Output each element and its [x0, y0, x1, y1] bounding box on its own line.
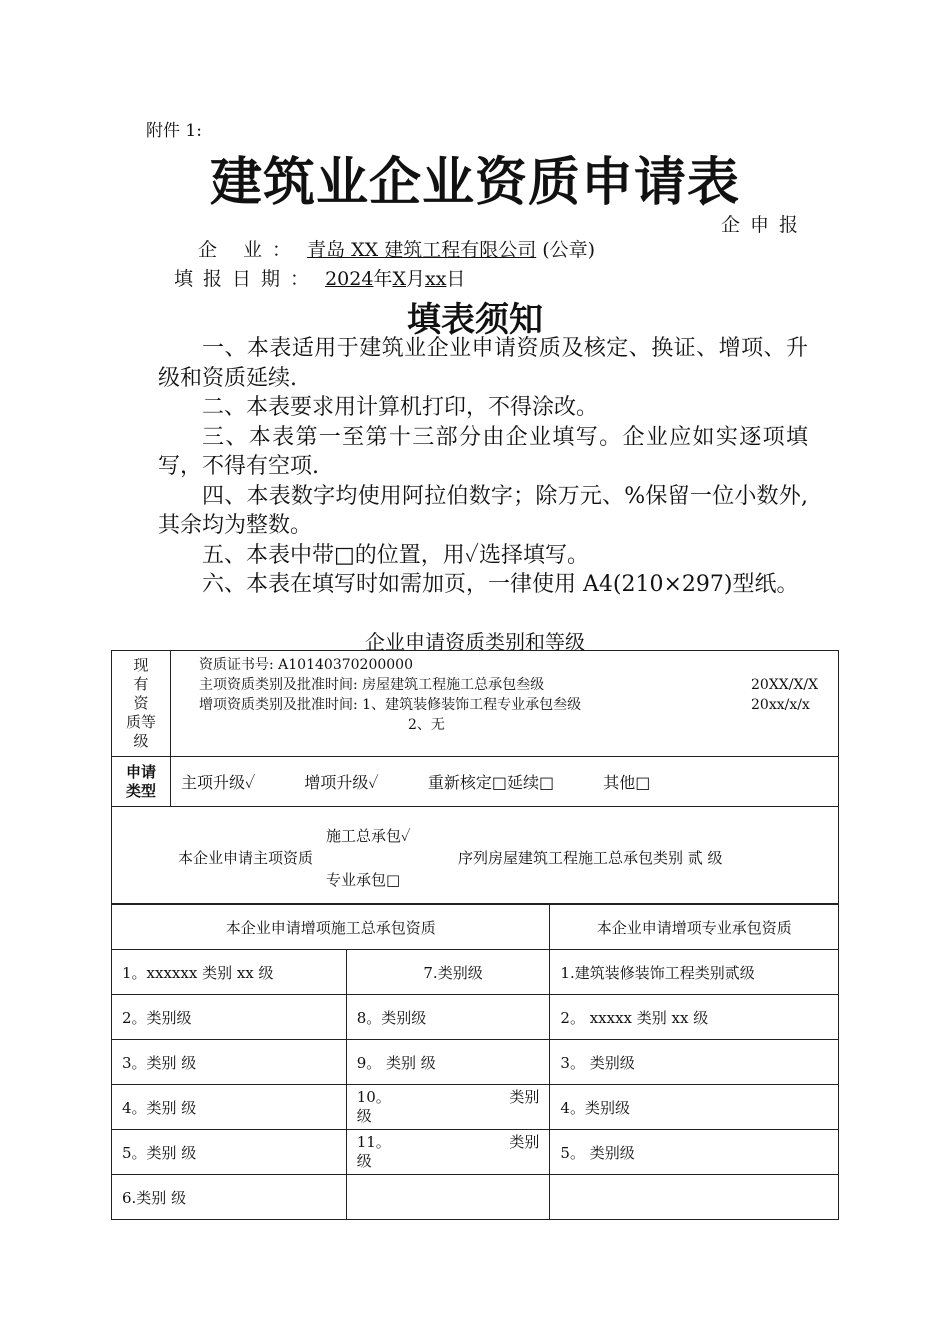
general-contract-option[interactable]: 施工总承包✓ — [326, 827, 411, 845]
notice-item: 三、本表第一至第十三部分由企业填写。企业应如实逐项填写，不得有空项. — [158, 424, 808, 479]
table-row — [112, 950, 839, 995]
zy-cell[interactable] — [550, 1175, 839, 1220]
attachment-label: 附件 1: — [146, 121, 202, 141]
day-unit: 日 — [446, 268, 466, 290]
table-row — [112, 1130, 839, 1175]
table-row — [112, 1175, 839, 1220]
main-qualification: 主项资质类别及批准时间: 房屋建筑工程施工总承包叁级 20XX/X/X — [199, 677, 819, 693]
header-general-contract: 本企业申请增项施工总承包资质 — [112, 905, 550, 950]
fill-date-day: xx — [424, 268, 447, 290]
zy-cell[interactable]: 1.建筑装修装饰工程类别贰级 — [550, 950, 839, 995]
notice-item: 二、本表要求用计算机打印，不得涂改。 — [202, 395, 599, 420]
declare-label: 企申报 — [720, 214, 808, 236]
main-apply-cell — [112, 807, 839, 904]
main-apply-suffix: 序列房屋建筑工程施工总承包类别 贰 级 — [458, 849, 723, 867]
zy-cell[interactable]: 4。类别级 — [550, 1085, 839, 1130]
option-add-upgrade[interactable]: 增项升级✓ — [304, 773, 379, 792]
notice-item: 六、本表在填写时如需加页，一律使用 A4(210×297)型纸。 — [202, 572, 799, 597]
zy-cell[interactable]: 2。 xxxxx 类别 xx 级 — [550, 995, 839, 1040]
gc-cell[interactable]: 8。类别级 — [346, 995, 550, 1040]
apply-type-label: 申请 类型 — [112, 757, 171, 807]
zy-cell[interactable]: 3。 类别级 — [550, 1040, 839, 1085]
gc-cell[interactable]: 3。类别 级 — [112, 1040, 347, 1085]
notice-item: 五、本表中带□的位置，用✓选择填写。 — [202, 542, 589, 568]
add-approval-date: 20xx/x/x — [751, 697, 810, 713]
fill-date-row — [174, 264, 465, 291]
gc-cell[interactable]: 9。 类别 级 — [346, 1040, 550, 1085]
gc-cell[interactable]: 5。类别 级 — [112, 1130, 347, 1175]
notice-item: 四、本表数字均使用阿拉伯数字；除万元、%保留一位小数外,其余均为整数。 — [158, 483, 808, 538]
page-title: 建筑业企业资质申请表 — [209, 153, 740, 213]
main-apply-prefix: 本企业申请主项资质 — [178, 849, 314, 867]
gc-cell[interactable]: 10。 级 类别 — [346, 1085, 550, 1130]
gc-cell[interactable]: 11。 级 类别 — [346, 1130, 550, 1175]
company-label: 企 业： — [198, 239, 302, 261]
fill-date-month: X — [392, 268, 406, 290]
specialty-contract-option[interactable]: 专业承包□ — [326, 871, 401, 889]
table-row — [112, 995, 839, 1040]
notice-list — [158, 334, 808, 600]
gc-cell[interactable]: 1。xxxxxx 类别 xx 级 — [112, 950, 347, 995]
gc-cell[interactable]: 7.类别级 — [346, 950, 550, 995]
gc-cell[interactable] — [346, 1175, 550, 1220]
gc-cell[interactable]: 6.类别 级 — [112, 1175, 347, 1220]
company-row — [198, 235, 595, 262]
cert-number: 资质证书号: A10140370200000 — [199, 657, 413, 673]
add-qualification-table — [111, 904, 839, 1220]
gc-cell[interactable]: 2。类别级 — [112, 995, 347, 1040]
company-seal: (公章) — [536, 239, 596, 261]
add-qualification: 增项资质类别及批准时间: 1、建筑装修装饰工程专业承包叁级 20xx/x/x — [199, 697, 810, 713]
year-unit: 年 — [373, 268, 393, 290]
header-specialty-contract: 本企业申请增项专业承包资质 — [550, 905, 839, 950]
fill-date-year: 2024 — [325, 268, 374, 290]
current-qualification-info — [171, 651, 839, 757]
main-approval-date: 20XX/X/X — [751, 677, 819, 693]
gc-cell[interactable]: 4。类别 级 — [112, 1085, 347, 1130]
qualification-table — [111, 650, 839, 904]
apply-type-options — [171, 757, 839, 807]
table-title: 企业申请资质类别和等级 — [365, 630, 585, 654]
zy-cell[interactable]: 5。 类别级 — [550, 1130, 839, 1175]
month-unit: 月 — [405, 268, 425, 290]
option-main-upgrade[interactable]: 主项升级✓ — [181, 773, 256, 792]
notice-title: 填表须知 — [407, 300, 543, 340]
option-recheck-renew[interactable]: 重新核定□延续□ — [427, 773, 555, 792]
fill-date-label: 填报日期： — [174, 268, 320, 290]
company-name: 青岛 XX 建筑工程有限公司 — [307, 239, 537, 261]
option-other[interactable]: 其他□ — [603, 773, 651, 792]
current-qualification-label: 现 有 资 质等 级 — [112, 651, 171, 757]
table-row — [112, 1085, 839, 1130]
notice-item: 一、本表适用于建筑业企业申请资质及核定、换证、增项、升级和资质延续. — [158, 336, 808, 391]
add-qualification-2: 2、无 — [408, 717, 445, 733]
table-row — [112, 1040, 839, 1085]
